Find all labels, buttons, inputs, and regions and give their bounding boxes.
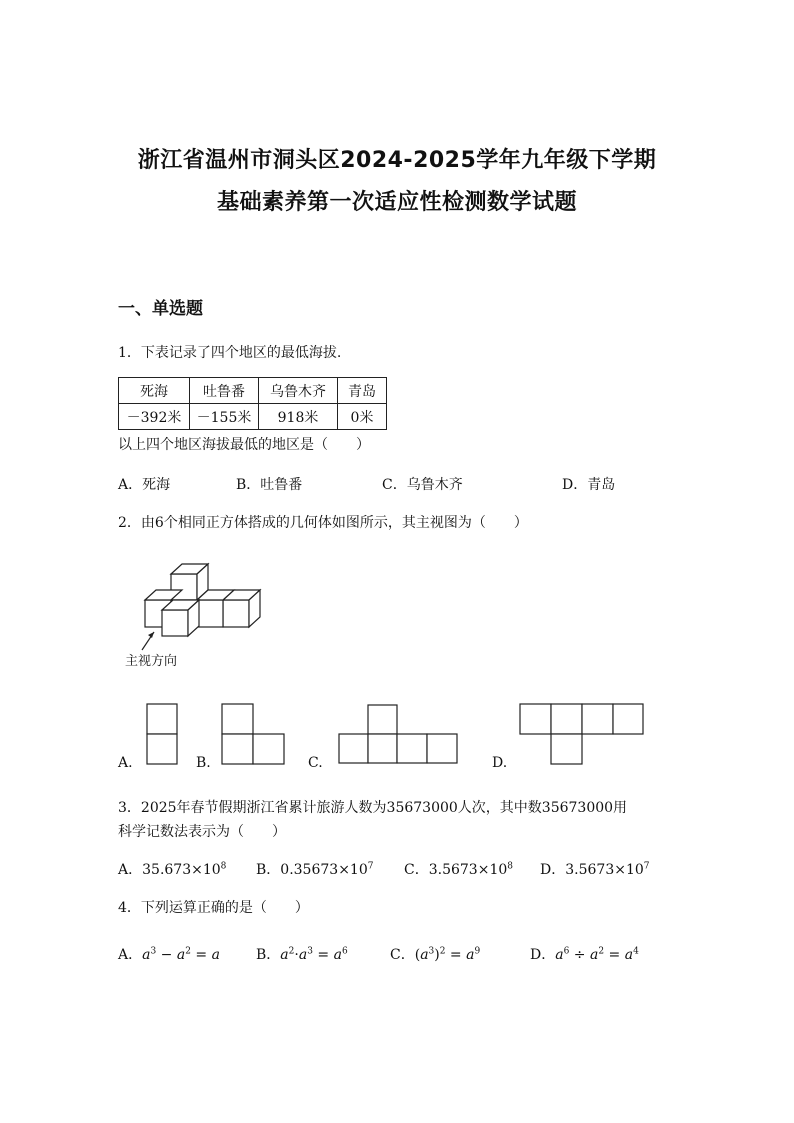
table-cell: －392米 xyxy=(119,404,190,430)
q4-option-d: D．$a^6 \div a^2 = a^4$ xyxy=(530,946,639,963)
q1-option-a: A．死海 xyxy=(118,477,171,493)
table-cell: －155米 xyxy=(190,404,259,430)
q4-option-a: A．$a^3 - a^2 = a$ xyxy=(118,946,220,963)
table-cell: 918米 xyxy=(259,404,338,430)
table-cell: 青岛 xyxy=(338,378,387,404)
q1-option-c: C．乌鲁木齐 xyxy=(382,477,463,493)
option-c-front-view xyxy=(339,705,457,763)
q1-option-d: D．青岛 xyxy=(562,477,616,493)
q3-option-b: B．$0.35673\times 10^7$ xyxy=(256,861,374,878)
q3-option-a: A．$35.673\times 10^8$ xyxy=(118,861,227,878)
table-cell: 吐鲁番 xyxy=(190,378,259,404)
question-4-stem: 4．下列运算正确的是（ ） xyxy=(118,900,309,916)
table-cell: 死海 xyxy=(119,378,190,404)
q1-option-b: B．吐鲁番 xyxy=(236,477,303,493)
question-2-stem: 2．由6个相同正方体搭成的几何体如图所示，其主视图为（ ） xyxy=(118,515,528,531)
q3-option-c: C．$3.5673\times 10^8$ xyxy=(404,861,513,878)
question-3-stem-line1: 3．2025年春节假期浙江省累计旅游人数为35673000人次，其中数35673000用 xyxy=(118,800,628,816)
option-b-front-view xyxy=(222,704,284,764)
document-title-line2: 基础素养第一次适应性检测数学试题 xyxy=(216,190,577,215)
q2-option-a-label: A. xyxy=(118,755,133,771)
option-a-front-view xyxy=(147,704,177,764)
question-1-prompt: 以上四个地区海拔最低的地区是（ ） xyxy=(118,437,370,453)
q2-option-d-label: D. xyxy=(492,755,508,771)
question-3-stem-line2: 科学记数法表示为（ ） xyxy=(118,824,286,840)
option-d-front-view xyxy=(520,704,643,764)
section-heading-single-choice: 一、单选题 xyxy=(118,299,203,319)
table-cell: 乌鲁木齐 xyxy=(259,378,338,404)
q4-option-c: C．$(a^3)^2 = a^9$ xyxy=(390,946,481,963)
view-direction-label: 主视方向 xyxy=(125,654,178,669)
table-cell: 0米 xyxy=(338,404,387,430)
document-title-line1: 浙江省温州市洞头区2024-2025学年九年级下学期 xyxy=(137,148,657,173)
q2-option-b-label: B. xyxy=(196,755,211,771)
q3-option-d: D．$3.5673\times 10^7$ xyxy=(540,861,650,878)
question-1-stem: 1．下表记录了四个地区的最低海拔. xyxy=(118,345,342,361)
q4-option-b: B．$a^2\cdot a^3 = a^6$ xyxy=(256,946,348,963)
q2-option-c-label: C. xyxy=(308,755,323,771)
